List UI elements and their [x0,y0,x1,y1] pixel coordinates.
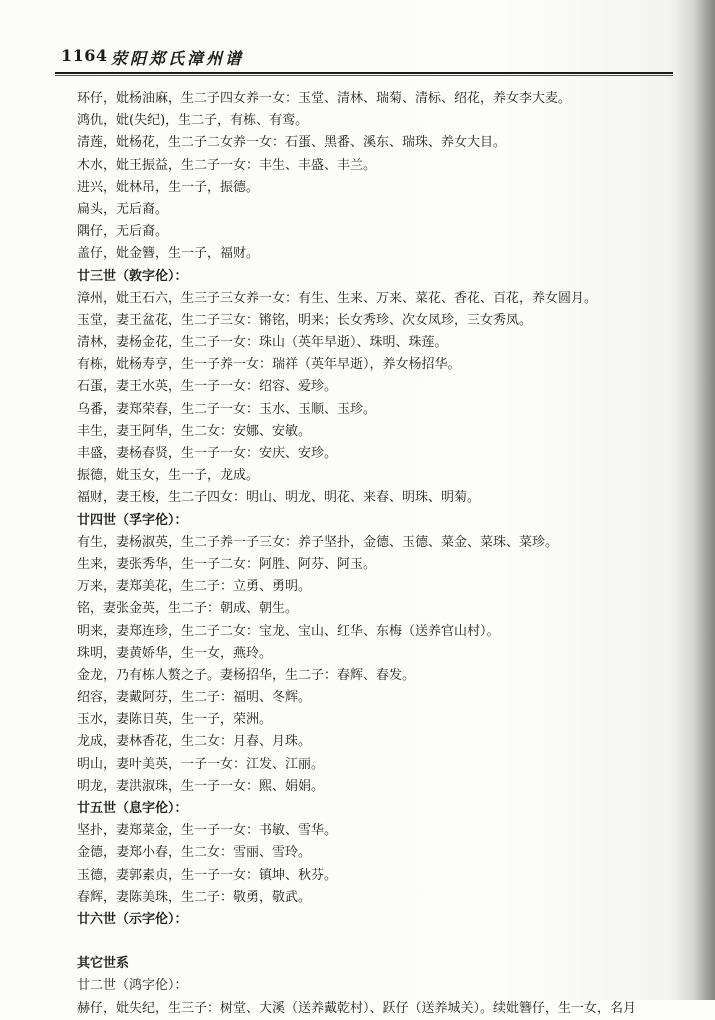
section-spacer [77,931,697,953]
text-line: 有栋，妣杨寿亨，生一子养一女：瑞祥（英年早逝），养女杨招华。 [77,357,461,373]
text-line: 乌番，妻郑荣春，生二子一女：玉水、玉顺、玉珍。 [77,401,377,417]
text-line: 鸿仇，妣(失纪)，生二子，有栋、有鸾。 [77,113,309,129]
text-line: 金龙，乃有栋人赘之子。妻杨招华，生二子：春辉、春发。 [77,667,416,683]
generation-heading: 廿二世（鸿字伦）： [77,978,188,994]
text-line: 明山，妻叶美英，一子一女：江发、江丽。 [77,756,325,772]
text-line: 万来，妻郑美花，生二子：立勇、勇明。 [77,579,312,595]
text-line: 漳州，妣王石六，生三子三女养一女：有生、生来、万来、菜花、香花、百花，养女圆月。 [77,290,598,306]
text-line: 珠明，妻黄娇华，生一女，燕玲。 [77,645,273,661]
text-line: 进兴，妣林吊，生一子，振德。 [77,179,260,195]
header-rule-thin [55,75,673,76]
text-line: 明龙，妻洪淑珠，生一子一女：熙、娟娟。 [77,778,325,794]
running-title: 荥阳郑氏漳州谱 [111,49,245,68]
text-line: 清林，妻杨金花，生二子一女：珠山（英年早逝）、珠明、珠莲。 [77,335,448,351]
text-line: 丰盛，妻杨春贤，生一子一女：安庆、安珍。 [77,446,338,461]
text-line: 金德，妻郑小春，生二女：雪丽、雪玲。 [77,845,312,861]
text-line: 福财，妻王梭，生二子四女：明山、明龙、明花、来春、明珠、明菊。 [77,490,481,506]
page-number: 1164 [61,46,108,65]
text-line: 明来，妻郑连珍，生二子二女：宝龙、宝山、红华、东梅（送养官山村）。 [77,623,500,639]
page-header [55,46,670,70]
section-title: 其它世系 [77,956,130,972]
genealogy-text [77,88,697,1020]
text-line: 铭，妻张金英，生二子：朝成、朝生。 [77,601,299,617]
text-line: 清莲，妣杨花，生二子二女养一女：石蛋、黑番、溪东、瑞珠、养女大目。 [77,135,507,151]
text-line: 赫仔，妣失纪，生三子：树堂、大溪（送养戴乾村）、跃仔（送养城关）。续妣簪仔，生一女，名月 [77,1000,637,1016]
text-line: 玉堂，妻王盆花，生二子三女：锵铭，明来；长女秀珍、次女凤珍，三女秀凤。 [77,312,533,328]
text-line: 生来，妻张秀华，生一子二女：阿胜、阿芬、阿玉。 [77,556,377,572]
text-line: 振德，妣玉女，生一子，龙成。 [77,468,260,484]
generation-heading: 廿四世（孚字伦）： [77,512,188,528]
text-line: 坚扑，妻郑菜金，生一子一女：书敏、雪华。 [77,823,338,839]
text-line: 绍容，妻戴阿芬，生二子：福明、冬辉。 [77,690,312,706]
generation-heading: 廿六世（示字伦）： [77,911,188,927]
text-line: 木水，妣王振益，生二子一女：丰生、丰盛、丰兰。 [77,157,377,173]
text-line: 盖仔，妣金簪，生一子，福财。 [77,246,260,262]
text-line: 玉德，妻郭素贞，生一子一女：镇坤、秋芬。 [77,867,338,883]
text-line: 丰生，妻王阿华，生二女：安娜、安敏。 [77,423,312,439]
generation-heading: 廿三世（敦字伦）： [77,268,188,284]
text-line: 春辉，妻陈美珠，生二子：敬勇，敬武。 [77,889,312,905]
text-line: 扁头，无后裔。 [77,201,169,217]
text-line: 环仔，妣杨油麻，生二子四女养一女：玉堂、清林、瑞菊、清标、绍花，养女李大麦。 [77,91,572,106]
text-line: 石蛋，妻王水英，生一子一女：绍容、爱珍。 [77,379,338,395]
generation-heading: 廿五世（息字伦）： [77,801,188,816]
text-line: 隅仔，无后裔。 [77,224,169,240]
header-rule [55,72,673,74]
text-line: 玉水，妻陈日英，生一子，荣洲。 [77,712,273,728]
text-line: 有生，妻杨淑英，生二子养一子三女：养子坚扑，金德、玉德、菜金、菜珠、菜珍。 [77,534,559,550]
text-line: 龙成，妻林香花，生二女：月春、月珠。 [77,734,312,750]
